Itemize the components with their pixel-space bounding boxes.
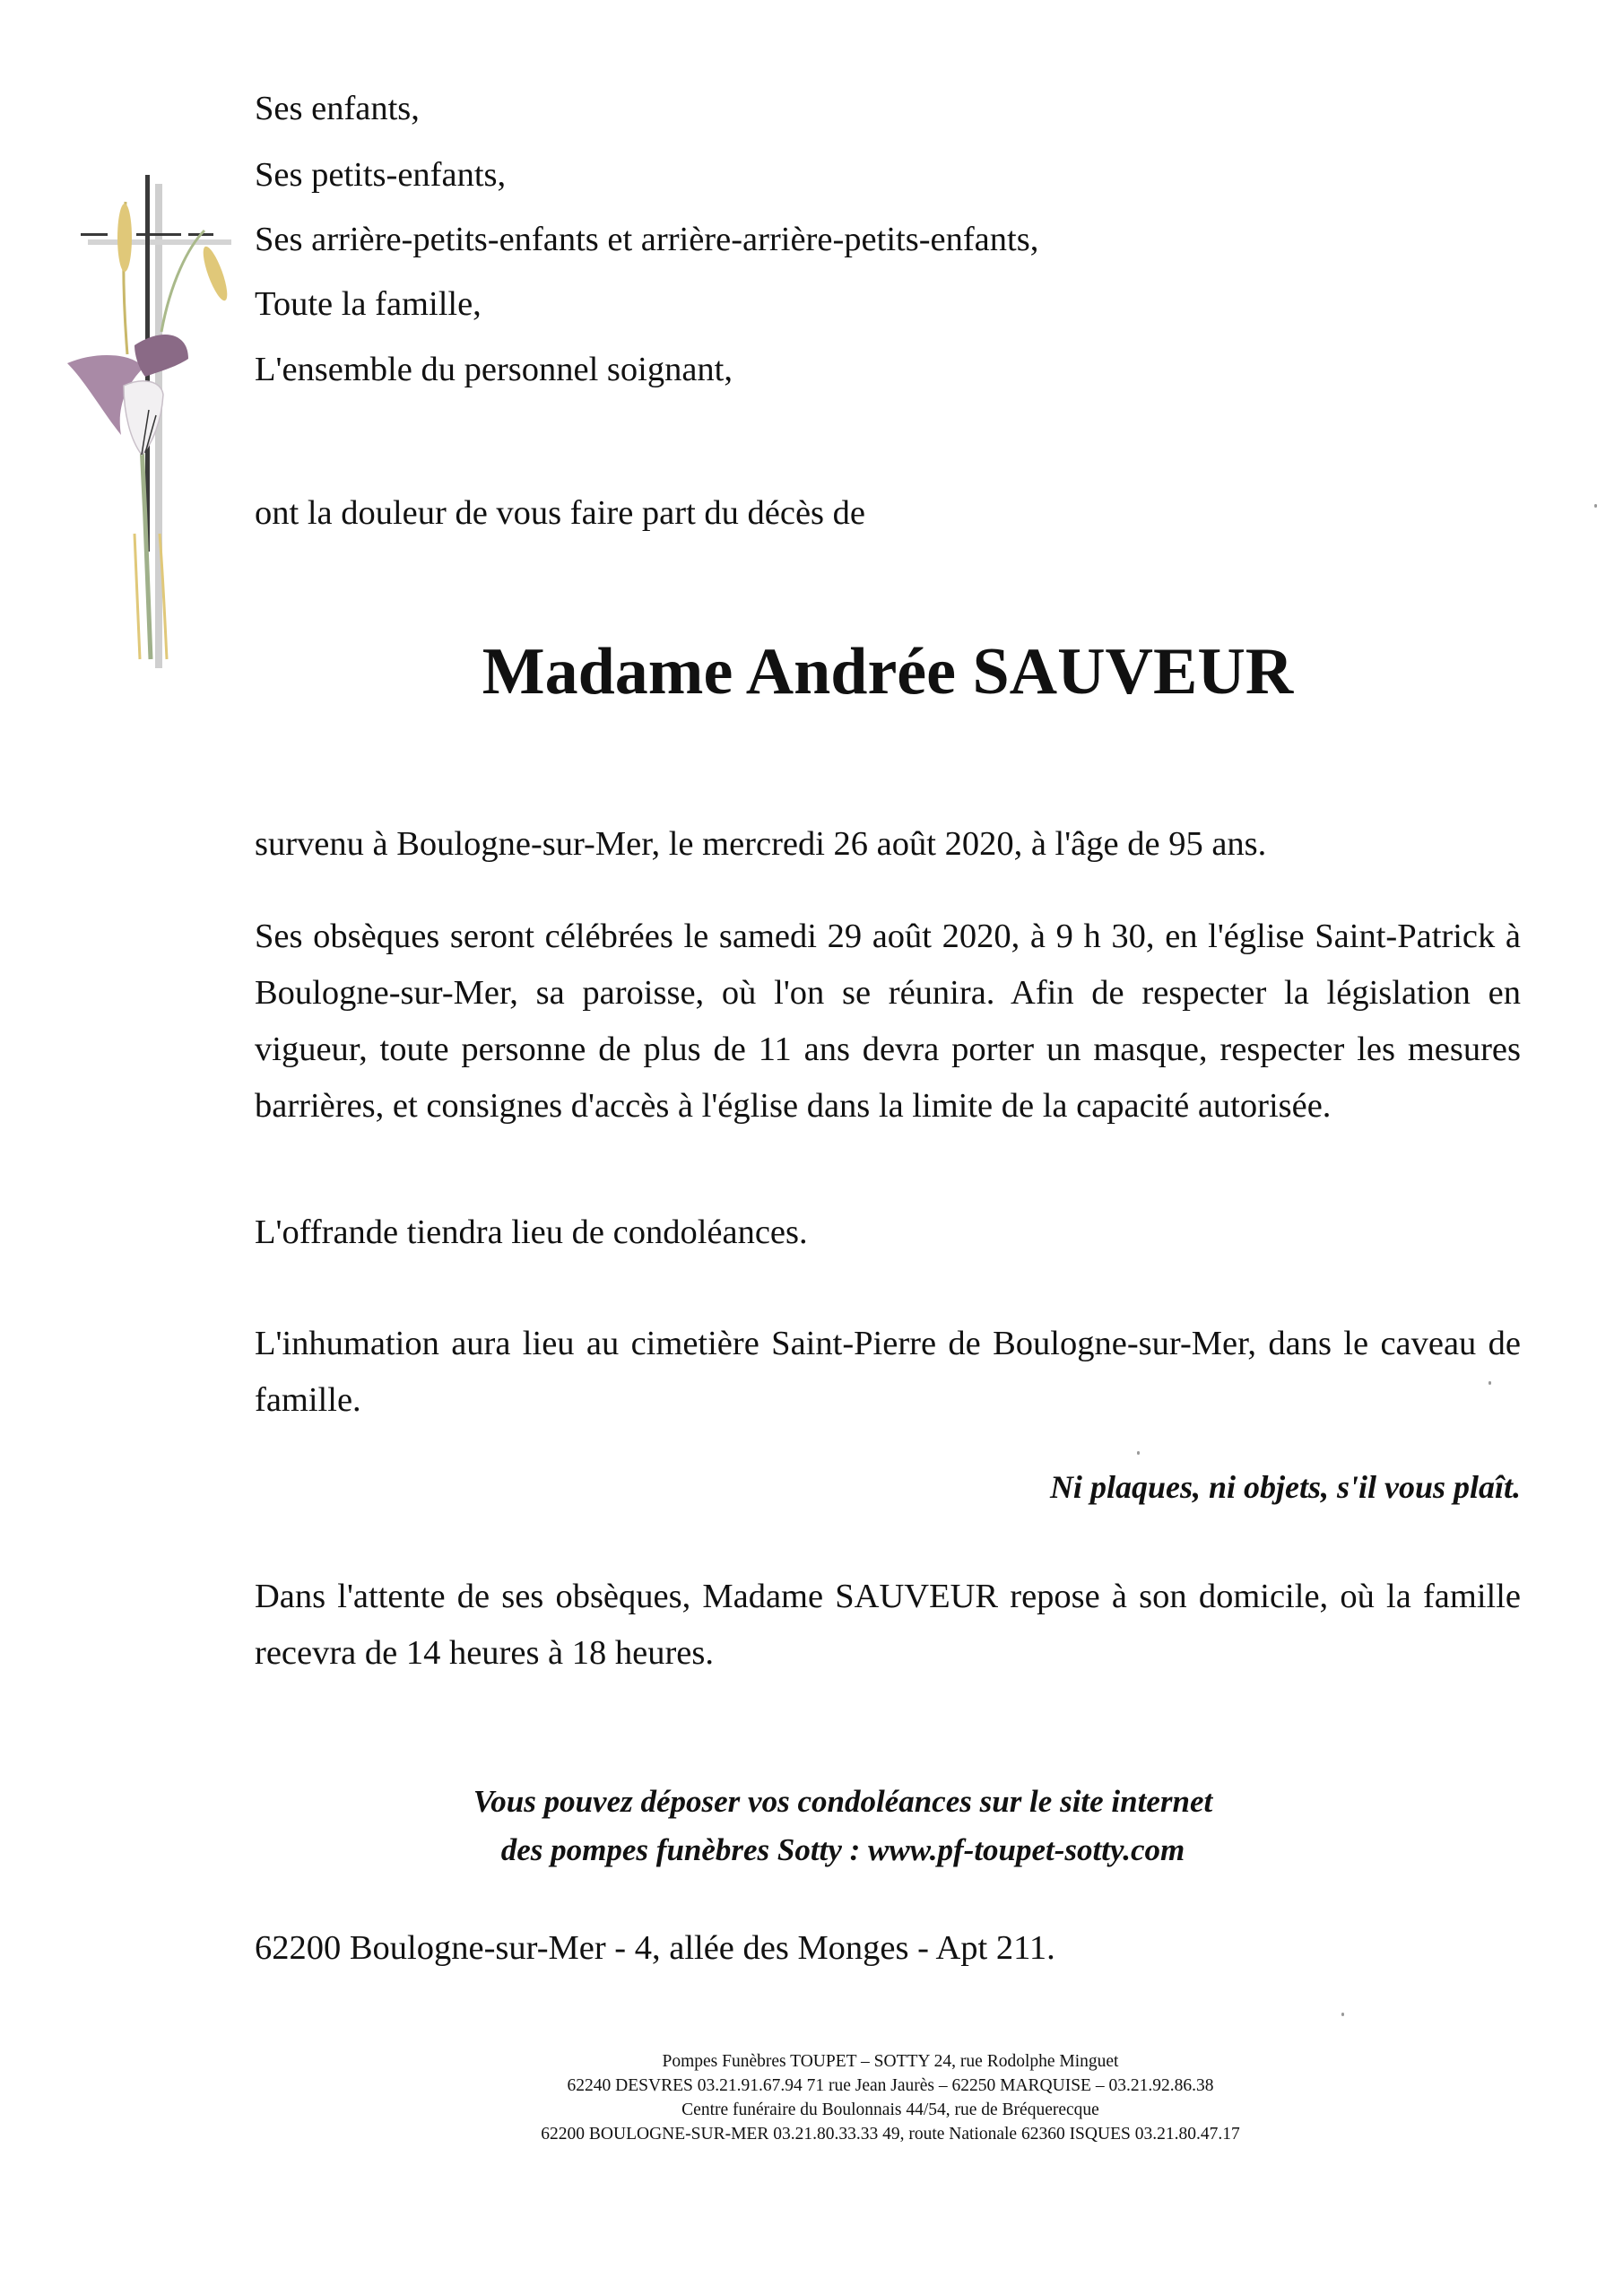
calla-lily-top: [135, 335, 188, 377]
cross-right-arm: [136, 233, 181, 236]
scan-speck: [1488, 1381, 1491, 1385]
repose-paragraph: Dans l'attente de ses obsèques, Madame SAUVEUR repose à son domicile, où la famille recevra de 14 heures à 18 heures.: [255, 1578, 1521, 1672]
footer-line: Centre funéraire du Boulonnais 44/54, rue de Bréquerecque: [681, 2100, 1099, 2119]
wheat-ear-right: [199, 244, 232, 303]
footer-line: 62200 BOULOGNE-SUR-MER 03.21.80.33.33 49, route Nationale 62360 ISQUES 03.21.80.47.17: [541, 2125, 1240, 2144]
footer-line: 62240 DESVRES 03.21.91.67.94 71 rue Jean Jaurès – 62250 MARQUISE – 03.21.92.86.38: [567, 2076, 1214, 2095]
no-flowers-notice: Ni plaques, ni objets, s'il vous plaît.: [1049, 1469, 1521, 1505]
scan-speck: [1137, 1451, 1140, 1455]
deceased-name-text: Madame Andrée SAUVEUR: [482, 635, 1294, 709]
home-address: 62200 Boulogne-sur-Mer - 4, allée des Monges - Apt 211.: [255, 1929, 1055, 1967]
announcer-line: Ses petits-enfants,: [255, 156, 507, 194]
deceased-name: [0, 635, 1623, 709]
footer-line: Pompes Funèbres TOUPET – SOTTY 24, rue Rodolphe Minguet: [662, 2052, 1119, 2071]
announcer-line: Ses arrière-petits-enfants et arrière-arrière-petits-enfants,: [255, 221, 1039, 258]
announcer-line: Ses enfants,: [255, 90, 420, 127]
death-info: survenu à Boulogne-sur-Mer, le mercredi 26 août 2020, à l'âge de 95 ans.: [255, 825, 1267, 863]
condolences-notice: [0, 1778, 1623, 1874]
scan-speck: [1341, 2013, 1344, 2016]
burial-paragraph: L'inhumation aura lieu au cimetière Saint-Pierre de Boulogne-sur-Mer, dans le caveau de famille.: [255, 1325, 1521, 1419]
funeral-home-footer: [0, 2049, 1623, 2146]
announcer-line: Toute la famille,: [255, 285, 482, 323]
condolences-line-2: des pompes funèbres Sotty : www.pf-toupet-sotty.com: [500, 1832, 1185, 1867]
cross-left-arm: [81, 233, 108, 236]
condolences-line-1: Vous pouvez déposer vos condoléances sur le site internet: [473, 1784, 1213, 1819]
cross-with-calla-lilies-and-wheat-icon: [63, 175, 242, 677]
scan-speck: [1594, 504, 1597, 508]
funeral-paragraph: Ses obsèques seront célébrées le samedi 29 août 2020, à 9 h 30, en l'église Saint-Patrick à Boulogne-sur-Mer, sa paroisse, où l'on se réunira. Afin de respecter la législation en vigueur, toute personne de plus de 11 ans devra porter un masque, respecter les mesures barrières, et consignes d'accès à l'église dans la limite de la capacité autorisée.: [255, 918, 1521, 1125]
announcer-line: L'ensemble du personnel soignant,: [255, 351, 733, 388]
offering-text: L'offrande tiendra lieu de condoléances.: [255, 1213, 808, 1251]
wheat-stalk-right: [161, 230, 204, 332]
wheat-ear-left: [117, 204, 132, 272]
cross-shadow-horizontal: [88, 239, 231, 245]
intro-text: ont la douleur de vous faire part du décès de: [255, 494, 865, 532]
